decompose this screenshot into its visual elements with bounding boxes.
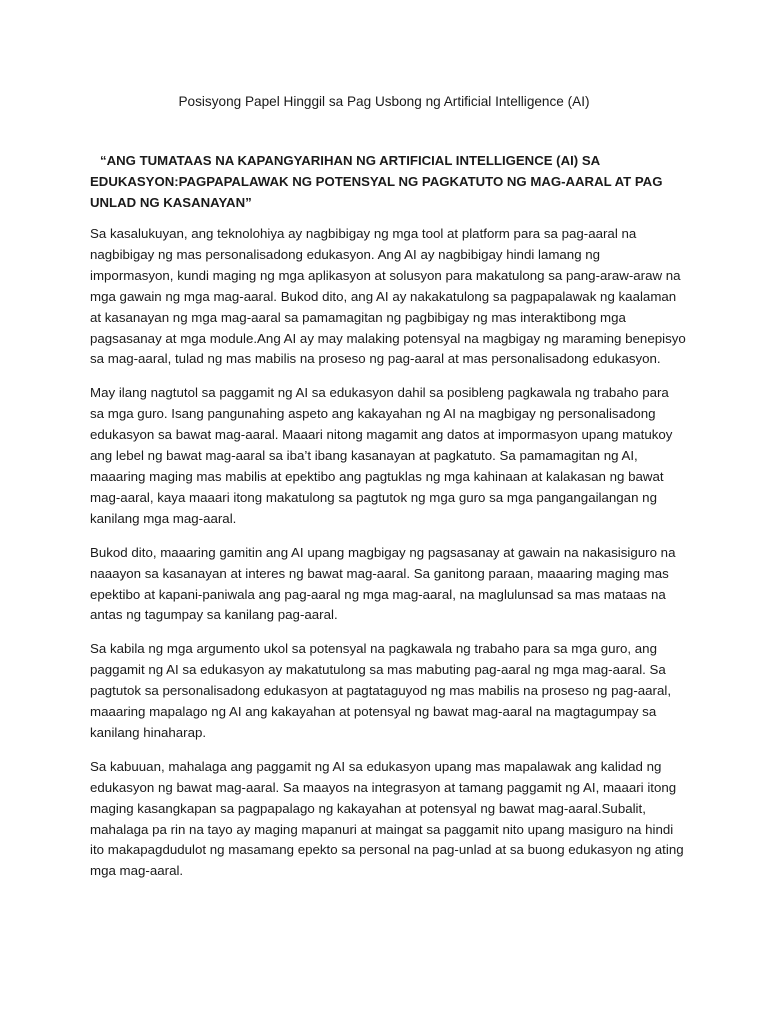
- document-title: Posisyong Papel Hinggil sa Pag Usbong ng Artificial Intelligence (AI): [178, 94, 590, 109]
- document-body: [90, 224, 686, 895]
- paragraph: Sa kabuuan, mahalaga ang paggamit ng AI sa edukasyon upang mas mapalawak ang kalidad ng edukasyon ng bawat mag-aaral. Sa maayos na integrasyon at tamang paggamit ng AI, maaari itong maging kasangkapan sa pagpapalago ng kakayahan at potensyal ng bawat mag-aaral.Subalit, mahalaga pa rin na tayo ay maging mapanuri at maingat sa paggamit nito upang masiguro na hindi ito makapagdudulot ng masamang epekto sa personal na pag-unlad at sa buong edukasyon ng ating mga mag-aaral.: [90, 758, 684, 879]
- paragraph: May ilang nagtutol sa paggamit ng AI sa edukasyon dahil sa posibleng pagkawala ng trabaho para sa mga guro. Isang pangunahing aspeto ang kakayahan ng AI na magbigay ng personalisadong edukasyon sa bawat mag-aaral. Maaari nitong magamit ang datos at impormasyon upang matukoy ang lebel ng bawat mag-aaral sa iba’t ibang kasanayan at pagkatuto. Sa pamamagitan ng AI, maaaring maging mas mabilis at epektibo ang pagtuklas ng mga kahinaan at kalakasan ng bawat mag-aaral, kaya maaari itong makatulong sa pagtutok ng mga guro sa mga pangangailangan ng kanilang mga mag-aaral.: [90, 385, 673, 526]
- paragraph: Sa kasalukuyan, ang teknolohiya ay nagbibigay ng mga tool at platform para sa pag-aaral na nagbibigay ng mas personalisadong edukasyon. Ang AI ay nagbibigay hindi lamang ng impormasyon, kundi maging ng mga aplikasyon at solusyon para makatulong sa pang-araw-araw na mga gawain ng mga mag-aaral. Bukod dito, ang AI ay nakakatulong sa pagpapalawak ng kaalaman at kasanayan ng mga mag-aaral sa pamamagitan ng pagbibigay ng mas interaktibong mga pagsasanay at mga module.Ang AI ay may malaking potensyal na magbigay ng maraming benepisyo sa mag-aaral, tulad ng mas mabilis na proseso ng pag-aaral at mas personalisadong edukasyon.: [90, 226, 686, 367]
- paragraph: Sa kabila ng mga argumento ukol sa potensyal na pagkawala ng trabaho para sa mga guro, ang paggamit ng AI sa edukasyon ay makatutulong sa mas mabuting pag-aaral ng mga mag-aaral. Sa pagtutok sa personalisadong edukasyon at pagtataguyod ng mas mabilis na proseso ng pag-aaral, maaaring mapalago ng AI ang kakayahan at potensyal ng bawat mag-aaral na magtagumpay sa kanilang hinaharap.: [90, 641, 672, 740]
- document-heading: “ANG TUMATAAS NA KAPANGYARIHAN NG ARTIFICIAL INTELLIGENCE (AI) SA EDUKASYON:PAGPAPALAWAK NG POTENSYAL NG PAGKATUTO NG MAG-AARAL AT PAG UNLAD NG KASANAYAN”: [90, 153, 663, 210]
- paragraph: Bukod dito, maaaring gamitin ang AI upang magbigay ng pagsasanay at gawain na nakasisiguro na naaayon sa kasanayan at interes ng bawat mag-aaral. Sa ganitong paraan, maaaring maging mas epektibo at kapani-paniwala ang pag-aaral ng mga mag-aaral, na maglulunsad sa mas mataas na antas ng tagumpay sa kanilang pag-aaral.: [90, 544, 676, 623]
